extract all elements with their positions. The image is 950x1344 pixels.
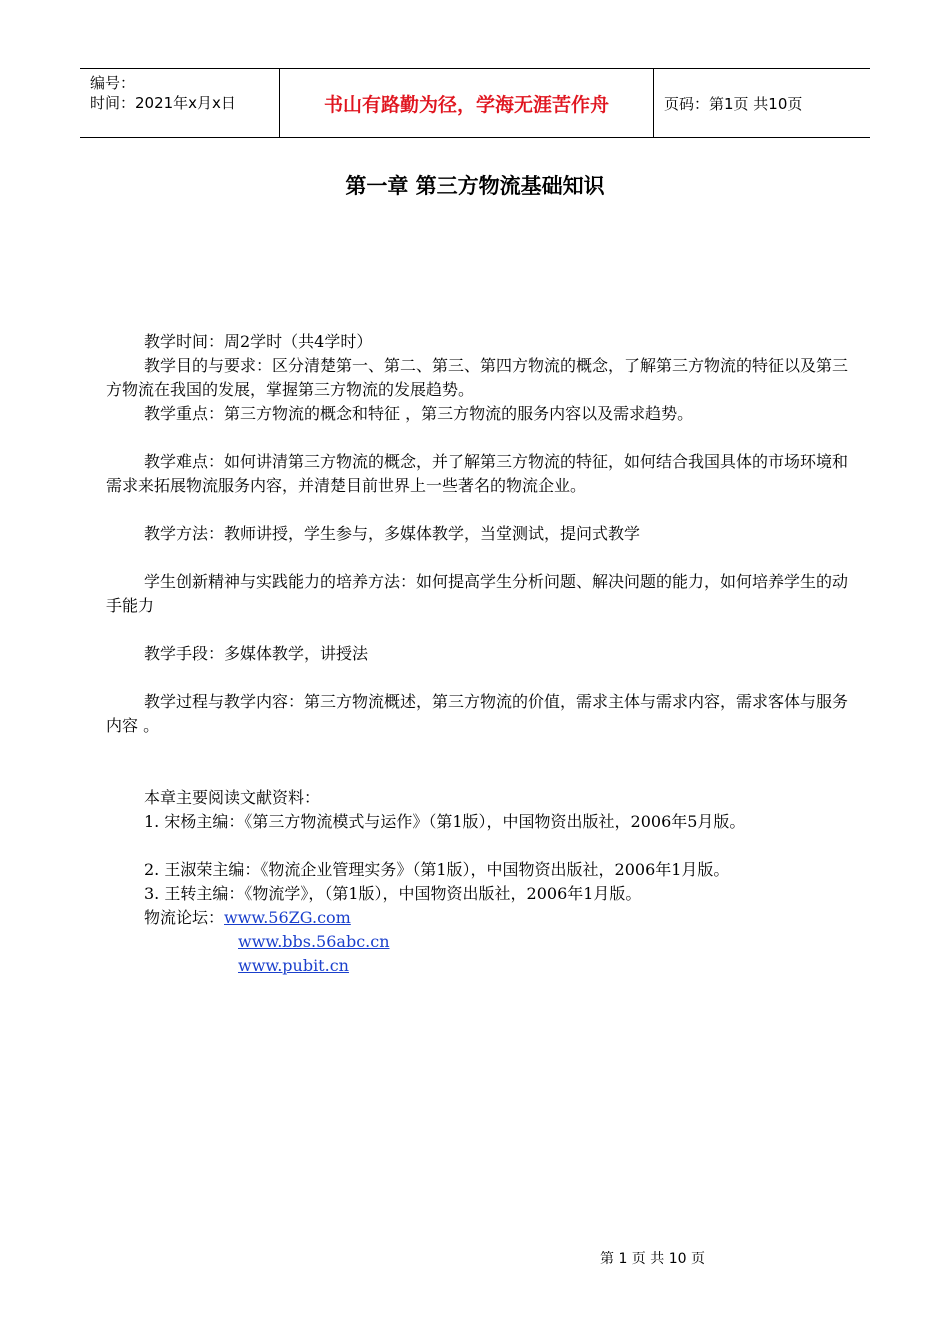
forum-link-pubit[interactable]: www.pubit.cn: [238, 956, 349, 975]
header-motto-cell: [280, 69, 654, 137]
paragraph-means: 教学手段：多媒体教学，讲授法: [144, 644, 369, 663]
page-footer: 第 1 页 共 10 页: [600, 1251, 705, 1267]
forum-row: [106, 954, 851, 978]
paragraph-focus: 教学重点：第三方物流的概念和特征 ，第三方物流的服务内容以及需求趋势。: [144, 404, 694, 423]
number-label: 编号：: [90, 74, 136, 92]
forum-row: [106, 906, 851, 930]
motto-text: 书山有路勤为径，学海无涯苦作舟: [323, 93, 609, 116]
paragraph-time: 教学时间：周2学时（共4学时）: [144, 332, 373, 351]
document-body: [106, 330, 851, 978]
reference-item: 1. 宋杨主编：《第三方物流模式与运作》（第1版），中国物资出版社，2006年5月版。: [144, 812, 746, 831]
header-page-info: 页码：第1页 共10页: [664, 94, 803, 113]
paragraph-process: 教学过程与教学内容：第三方物流概述，第三方物流的价值，需求主体与需求内容，需求客体与服务内容 。: [106, 692, 849, 735]
paragraph-method: 教学方法：教师讲授，学生参与，多媒体教学，当堂测试，提问式教学: [144, 524, 641, 543]
paragraph-goal: 教学目的与要求：区分清楚第一、第二、第三、第四方物流的概念，了解第三方物流的特征以及第三方物流在我国的发展，掌握第三方物流的发展趋势。: [106, 356, 849, 399]
forum-row: [106, 930, 851, 954]
paragraph-training: 学生创新精神与实践能力的培养方法：如何提高学生分析问题、解决问题的能力，如何培养学生的动手能力: [106, 572, 849, 615]
date-label: 时间：2021年x月x日: [90, 94, 236, 112]
chapter-title: 第一章 第三方物流基础知识: [345, 174, 605, 198]
references-heading: 本章主要阅读文献资料：: [144, 788, 321, 807]
reference-item: 3. 王转主编：《物流学》，（第1版），中国物资出版社，2006年1月版。: [144, 884, 642, 903]
reference-item: 2. 王淑荣主编：《物流企业管理实务》（第1版），中国物资出版社，2006年1月版。: [144, 860, 730, 879]
paragraph-difficulty: 教学难点：如何讲清第三方物流的概念，并了解第三方物流的特征，如何结合我国具体的市场环境和需求来拓展物流服务内容，并清楚目前世界上一些著名的物流企业。: [106, 452, 849, 495]
forum-link-56zg[interactable]: www.56ZG.com: [224, 908, 351, 927]
forum-link-56abc[interactable]: www.bbs.56abc.cn: [238, 932, 390, 951]
page-header: [80, 68, 870, 138]
forum-label: 物流论坛：: [144, 908, 225, 927]
header-meta: [80, 69, 280, 137]
